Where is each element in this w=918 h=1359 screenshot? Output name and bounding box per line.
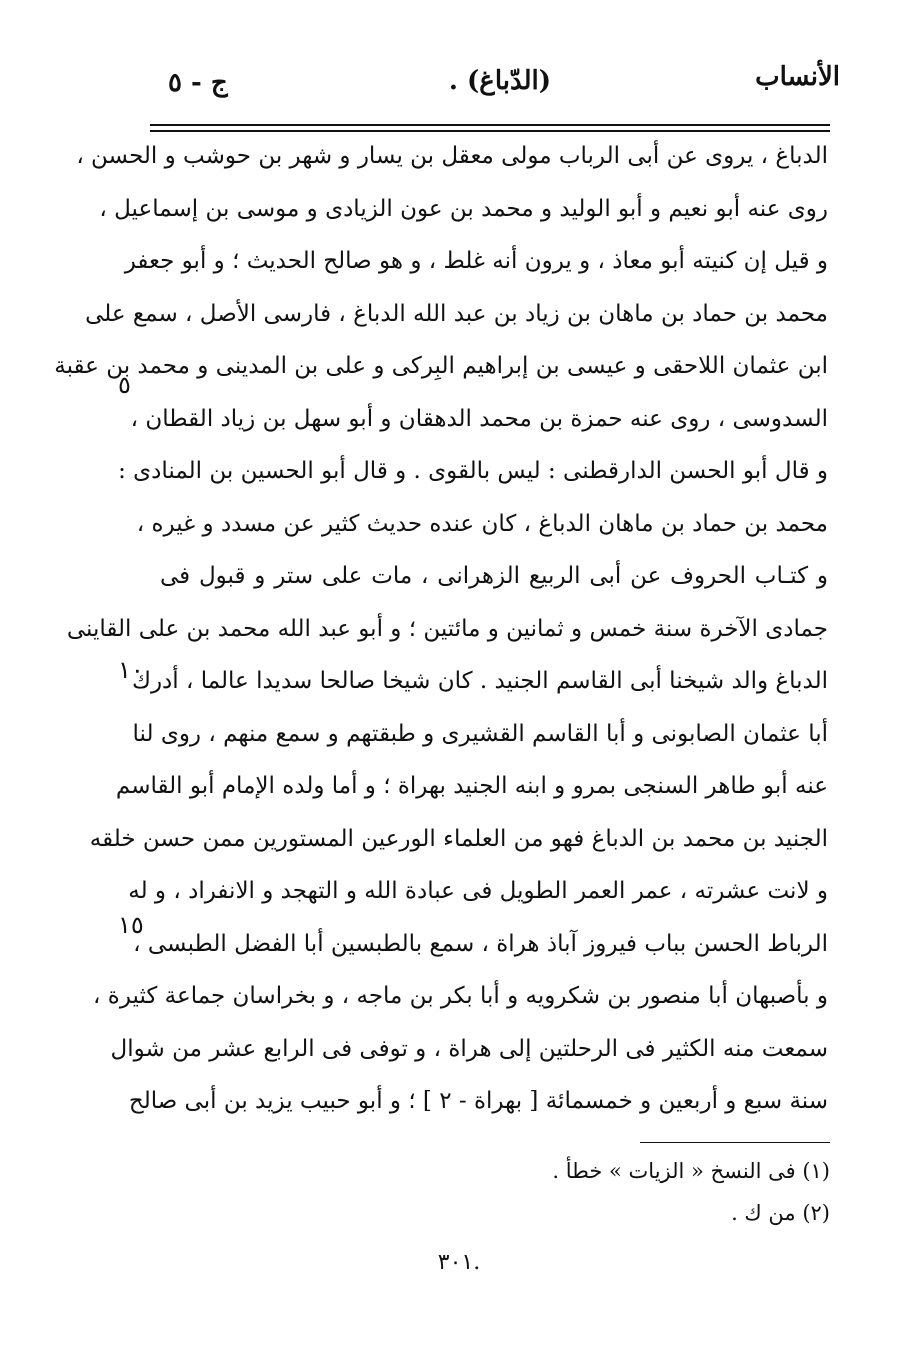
line-number-10: ١٠ <box>118 656 144 684</box>
footnote: (١) فى النسخ « الزيات » خطأ . <box>552 1159 830 1183</box>
header-rule <box>150 124 830 126</box>
text-line: و قال أبو الحسن الدارقطنى : ليس بالقوى . و قال أبو الحسين بن المنادى : <box>118 458 828 484</box>
text-line: سنة سبع و أربعين و خمسمائة [ بهراة - ٢ ] ؛ و أبو حبيب يزيد بن أبى صالح <box>128 1088 828 1114</box>
section-heading: (الدّباغ) . <box>448 66 552 96</box>
volume-label: ج - ٥ <box>168 68 228 98</box>
text-line: و بأصبهان أبا منصور بن شكرويه و أبا بكر بن ماجه ، و بخراسان جماعة كثيرة ، <box>93 983 828 1009</box>
footnote: (٢) من ك . <box>731 1201 830 1225</box>
line-number-15: ١٥ <box>118 911 144 939</box>
text-line: أبا عثمان الصابونى و أبا القاسم القشيرى و طبقتهم و سمع منهم ، روى لنا <box>132 720 828 747</box>
text-line: ابن عثمان اللاحقى و عيسى بن إبراهيم البِركى و على بن المدينى و محمد بن عقبة <box>54 353 828 379</box>
text-line: الجنيد بن محمد بن الدباغ فهو من العلماء الورعين المستورين ممن حسن خلقه <box>89 825 828 852</box>
text-line: الدباغ والد شيخنا أبى القاسم الجنيد . كان شيخا صالحا سديدا عالما ، أدرك <box>131 668 828 694</box>
text-line: محمد بن حماد بن ماهان بن زياد بن عبد الله الدباغ ، فارسى الأصل ، سمع على <box>85 300 828 327</box>
text-line: عنه أبو طاهر السنجى بمرو و ابنه الجنيد بهراة ؛ و أما ولده الإمام أبو القاسم <box>115 773 828 799</box>
text-line: الدباغ ، يروى عن أبى الرباب مولى معقل بن يسار و شهر بن حوشب و الحسن ، <box>76 143 828 169</box>
text-line: جمادى الآخرة سنة خمس و ثمانين و مائتين ؛ و أبو عبد الله محمد بن على القاينى <box>66 615 828 642</box>
running-header <box>150 62 850 110</box>
text-line: محمد بن حماد بن ماهان الدباغ ، كان عنده حديث كثير عن مسدد و غيره ، <box>136 510 828 537</box>
line-number-5: ٥ <box>118 371 131 399</box>
page-number: .٣٠١ <box>437 1250 481 1275</box>
text-line: و قيل إن كنيته أبو معاذ ، و يرون أنه غلط ، و هو صالح الحديث ؛ و أبو جعفر <box>124 248 828 274</box>
text-line: السدوسى ، روى عنه حمزة بن محمد الدهقان و أبو سهل بن زياد القطان ، <box>130 405 828 432</box>
text-line: سمعت منه الكثير فى الرحلتين إلى هراة ، و توفى فى الرابع عشر من شوال <box>110 1035 828 1062</box>
text-line: روى عنه أبو نعيم و أبو الوليد و محمد بن عون الزيادى‌ و موسى بن إسماعيل ، <box>99 195 828 222</box>
footnotes <box>230 1150 830 1234</box>
book-title: الأنساب <box>755 62 840 92</box>
text-line: و كتـاب الحروف عن أبى الربيع الزهرانى ، مات على ستر و قبول فى <box>160 563 828 589</box>
text-line: و لانت عشرته ، عمر العمر الطويل فى عبادة الله و التهجد و الانفراد ، و له <box>128 878 828 904</box>
footnote-rule <box>640 1142 830 1143</box>
text-line: الرباط الحسن بباب فيروز آباذ هراة ، سمع بالطبسين أبا الفضل الطبسى ، <box>133 930 828 957</box>
